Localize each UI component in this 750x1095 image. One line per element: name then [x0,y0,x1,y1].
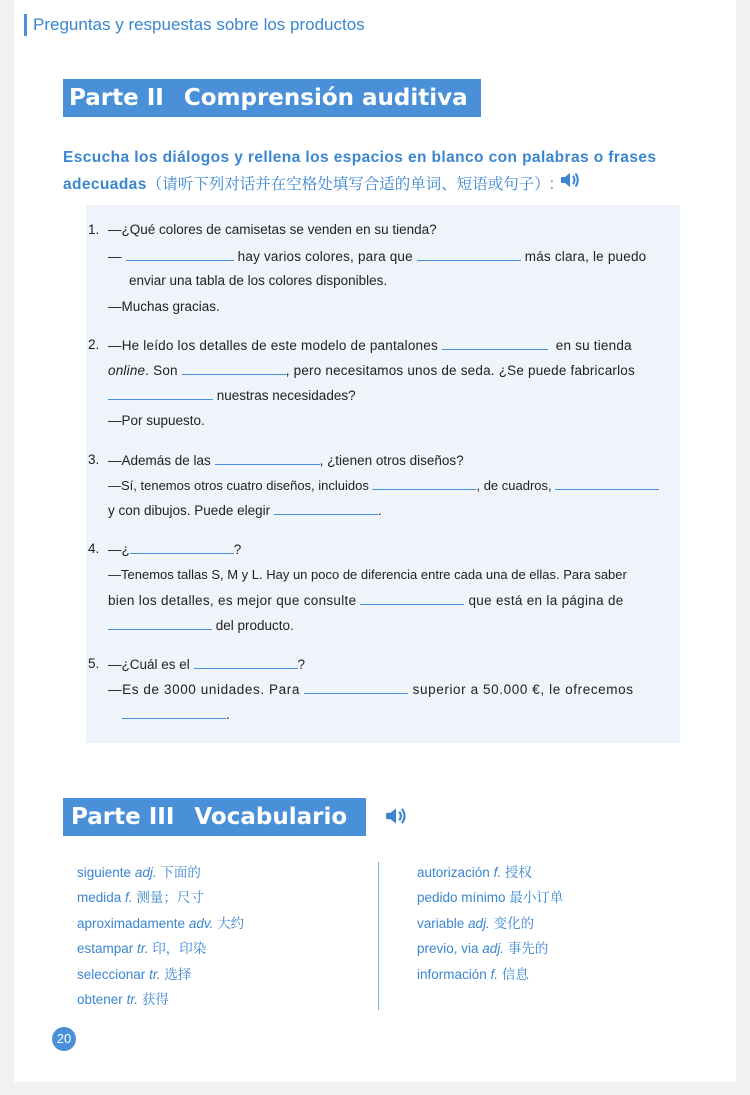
dialog-line: —Sí, tenemos otros cuatro diseños, incluidos , de cuadros, [108,477,659,493]
vocabulary-left-column [77,860,244,1012]
dialog-line: —¿Cuál es el ? [108,657,306,672]
answer-blank[interactable] [274,502,378,515]
header-title: Preguntas y respuestas sobre los productos [33,15,365,34]
dialog-line: —¿ ? [108,542,242,557]
vocab-entry: autorización f. 授权 [417,865,532,880]
instruction-line-1: Escucha los diálogos y rellena los espacios en blanco con palabras o frases [63,149,657,166]
page-number: 20 [52,1027,76,1051]
dialog-line: —Por supuesto. [108,413,205,428]
vocab-entry: variable adj. 变化的 [417,915,535,931]
dialog-line: online. Son , pero necesitamos unos de seda. ¿Se puede fabricarlos [108,363,635,378]
part2-label: Parte II [69,85,164,111]
answer-blank[interactable] [108,617,212,630]
question-number: 3. [88,452,100,467]
header-accent-bar [24,14,27,36]
answer-blank[interactable] [555,477,659,490]
dialog-line: y con dibujos. Puede elegir . [108,503,382,518]
dialog-line: —He leído los detalles de este modelo de pantalones en su tienda [108,338,632,353]
speaker-icon[interactable] [384,806,408,831]
answer-blank[interactable] [372,477,476,490]
answer-blank[interactable] [442,337,548,350]
dialog-line: —Además de las , ¿tienen otros diseños? [108,453,464,468]
part3-name: Vocabulario [194,804,348,830]
answer-blank[interactable] [108,387,213,400]
answer-blank[interactable] [194,656,298,669]
part2-title [63,79,481,117]
dialog-line: —Es de 3000 unidades. Para superior a 50.000 €, le ofrecemos [108,682,634,697]
part2-name: Comprensión auditiva [183,85,468,111]
question-number: 4. [88,541,100,556]
vocab-entry: obtener tr. 获得 [77,992,169,1008]
speaker-icon[interactable] [559,171,581,198]
vocab-entry: pedido mínimo 最小订单 [417,890,564,906]
vocab-entry: siguiente adj. 下面的 [77,865,201,880]
answer-blank[interactable] [417,248,521,261]
dialog-line: —Muchas gracias. [108,299,220,314]
part3-label: Parte III [71,804,175,830]
dialog-line: . [122,706,230,722]
vocab-entry: estampar tr. 印，印染 [77,941,207,957]
answer-blank[interactable] [182,362,286,375]
answer-blank[interactable] [122,706,226,719]
dialog-line: —Tenemos tallas S, M y L. Hay un poco de diferencia entre cada una de ellas. Para saber [108,567,627,582]
dialog-line: —¿Qué colores de camisetas se venden en su tienda? [108,222,437,237]
vocabulary-right-column [417,860,563,987]
dialog-line: enviar una tabla de los colores disponibles. [129,273,388,288]
vocab-entry: información f. 信息 [417,966,529,982]
part3-title [63,798,366,836]
dialog-line: nuestras necesidades? [108,387,356,403]
vocab-entry: seleccionar tr. 选择 [77,966,192,982]
dialog-line: del producto. [108,617,294,633]
instruction-chinese: （请听下列对话并在空格处填写合适的单词、短语或句子）: [146,176,555,193]
vocab-entry: medida f. 测量；尺寸 [77,890,204,906]
answer-blank[interactable] [215,452,320,465]
answer-blank[interactable] [304,681,408,694]
question-number: 1. [88,222,100,237]
answer-blank[interactable] [360,592,464,605]
question-number: 2. [88,337,100,352]
answer-blank[interactable] [126,248,234,261]
dialog-line: bien los detalles, es mejor que consulte que está en la página de [108,593,624,608]
answer-blank[interactable] [130,541,234,554]
vocab-entry: previo, via adj. 事先的 [417,941,549,957]
part2-instruction [63,144,673,198]
question-number: 5. [88,656,100,671]
dialog-line: — hay varios colores, para que más clara, le puedo [108,249,647,264]
column-divider [378,862,379,1010]
vocab-entry: aproximadamente adv. 大约 [77,915,245,931]
instruction-line-2: adecuadas [63,176,147,193]
